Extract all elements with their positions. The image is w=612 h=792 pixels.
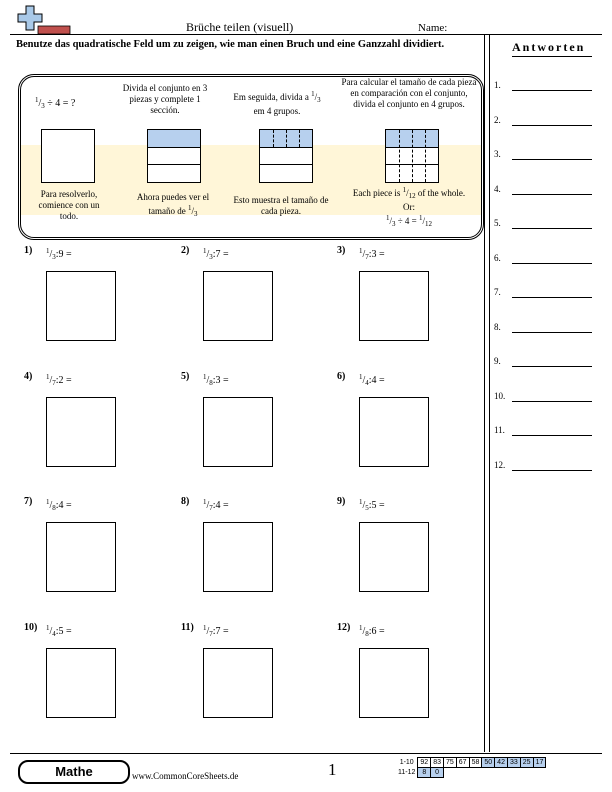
work-box[interactable] (359, 648, 429, 718)
answer-line[interactable] (512, 228, 592, 229)
problem-number: 7) (24, 496, 33, 507)
answer-column-divider (484, 34, 485, 752)
answer-row[interactable] (494, 253, 501, 263)
example-panel (18, 74, 484, 240)
score-row-label: 1-10 (399, 759, 414, 766)
problem-number: 1) (24, 245, 33, 256)
problem-number: 10) (24, 622, 38, 633)
example-box-grouped (259, 129, 313, 183)
instructions: Benutze das quadratische Feld um zu zeigen, wie man einen Bruch und eine Ganzzahl dividiert. (16, 39, 445, 50)
work-box[interactable] (359, 271, 429, 341)
answer-line[interactable] (512, 159, 592, 160)
example-step3-instruction: Em seguida, divida a $^1/_3$ em 4 grupos. (233, 90, 321, 116)
answer-line[interactable] (512, 435, 592, 436)
answer-row[interactable] (494, 356, 501, 366)
example-problem: $^1/_3 \div 4$ = ? (35, 96, 76, 110)
work-box[interactable] (203, 522, 273, 592)
score-cell: 17 (533, 758, 546, 768)
problem-number: 2) (181, 245, 190, 256)
work-box[interactable] (359, 397, 429, 467)
answer-column-divider (489, 34, 490, 752)
score-cell: 0 (431, 768, 444, 778)
example-step4-instruction: Para calcular el tamaño de cada pieza en comparación con el conjunto, divida el conjunto en 4 grupos. (341, 77, 477, 109)
page-number: 1 (328, 760, 337, 779)
score-cell: 67 (456, 758, 469, 768)
answer-line[interactable] (512, 194, 592, 195)
header-divider (10, 34, 602, 35)
answer-label: 9. (494, 356, 501, 366)
answer-row[interactable] (494, 425, 505, 435)
answer-row[interactable] (494, 391, 505, 401)
page-title: Brüche teilen (visuell) (186, 20, 294, 34)
example-step2-caption: Ahora puedes ver el tamaño de $^1/_3$ (136, 192, 210, 218)
problem-expression: $^1/_8:3$ = (203, 373, 229, 387)
answer-row[interactable] (494, 218, 501, 228)
example-step3-caption: Esto muestra el tamaño de cada pieza. (233, 195, 329, 216)
answer-line[interactable] (512, 125, 592, 126)
problem-number: 3) (337, 245, 346, 256)
score-table (396, 757, 546, 778)
work-box[interactable] (359, 522, 429, 592)
score-cell: 25 (520, 758, 533, 768)
problem-number: 11) (181, 622, 194, 633)
answer-line[interactable] (512, 470, 592, 471)
example-step4-caption: Each piece is $^1/_{12}$ of the whole. Or: $^1/_3 \div 4 = ^1/_{12}$ (352, 186, 466, 228)
work-box[interactable] (46, 648, 116, 718)
problem-number: 4) (24, 371, 33, 382)
example-box-whole (41, 129, 95, 183)
answer-row[interactable] (494, 322, 501, 332)
problem-expression: $^1/_5:5$ = (359, 498, 385, 512)
answer-line[interactable] (512, 401, 592, 402)
answer-label: 4. (494, 183, 501, 194)
answer-label: 10. (494, 390, 506, 401)
example-step1-caption: Para resolverlo, comience con un todo. (38, 189, 100, 221)
work-box[interactable] (46, 271, 116, 341)
name-label: Name: (418, 22, 448, 34)
score-cell: 83 (431, 758, 444, 768)
problem-expression: $^1/_4:4$ = (359, 373, 385, 387)
answer-label: 3. (494, 149, 501, 159)
answer-row[interactable] (494, 115, 501, 125)
problem-expression: $^1/_8:6$ = (359, 624, 385, 638)
answer-line[interactable] (512, 263, 592, 264)
work-box[interactable] (46, 397, 116, 467)
answer-row[interactable] (494, 80, 501, 90)
problem-number: 12) (337, 622, 351, 633)
score-cell: 8 (418, 768, 431, 778)
answer-label: 1. (494, 80, 501, 90)
problem-expression: $^1/_7:7$ = (203, 624, 229, 638)
score-cell: 58 (469, 758, 482, 768)
answer-line[interactable] (512, 366, 592, 367)
score-cell: 33 (507, 758, 520, 768)
subject-badge: Mathe (18, 760, 130, 784)
work-box[interactable] (203, 648, 273, 718)
score-row-label: 11-12 (398, 769, 416, 776)
logo-icon (16, 4, 72, 36)
problem-expression: $^1/_4:5$ = (46, 624, 72, 638)
work-box[interactable] (203, 397, 273, 467)
problem-expression: $^1/_8:4$ = (46, 498, 72, 512)
answer-row[interactable] (494, 149, 501, 159)
answer-row[interactable] (494, 184, 501, 194)
answer-label: 5. (494, 218, 501, 228)
score-cell: 75 (443, 758, 456, 768)
answer-line[interactable] (512, 297, 592, 298)
answer-label: 8. (494, 321, 501, 332)
example-step2-instruction: Divida el conjunto en 3 piezas y complete 1 sección. (122, 83, 208, 115)
problem-number: 9) (337, 496, 346, 507)
answer-line[interactable] (512, 332, 592, 333)
answer-label: 12. (494, 459, 506, 470)
site-url[interactable]: www.CommonCoreSheets.de (132, 771, 239, 781)
problem-number: 5) (181, 371, 190, 382)
work-box[interactable] (203, 271, 273, 341)
example-box-thirds (147, 129, 201, 183)
footer-divider (10, 753, 602, 754)
work-box[interactable] (46, 522, 116, 592)
answer-line[interactable] (512, 90, 592, 91)
score-cell: 42 (495, 758, 508, 768)
answer-label: 2. (494, 114, 501, 125)
score-cell: 50 (482, 758, 495, 768)
problem-expression: $^1/_7:2$ = (46, 373, 72, 387)
problem-expression: $^1/_3:9$ = (46, 247, 72, 261)
answer-label: 7. (494, 287, 501, 297)
answers-heading-underline (512, 56, 592, 57)
score-cell: 92 (418, 758, 431, 768)
answer-label: 6. (494, 252, 501, 263)
problem-expression: $^1/_3:7$ = (203, 247, 229, 261)
answer-row[interactable] (494, 460, 505, 470)
answer-label: 11. (494, 425, 505, 435)
answer-row[interactable] (494, 287, 501, 297)
answers-heading: Antworten (512, 40, 586, 54)
example-box-twelfths (385, 129, 439, 183)
problem-expression: $^1/_7:3$ = (359, 247, 385, 261)
problem-expression: $^1/_7:4$ = (203, 498, 229, 512)
problem-number: 8) (181, 496, 190, 507)
problem-number: 6) (337, 371, 346, 382)
